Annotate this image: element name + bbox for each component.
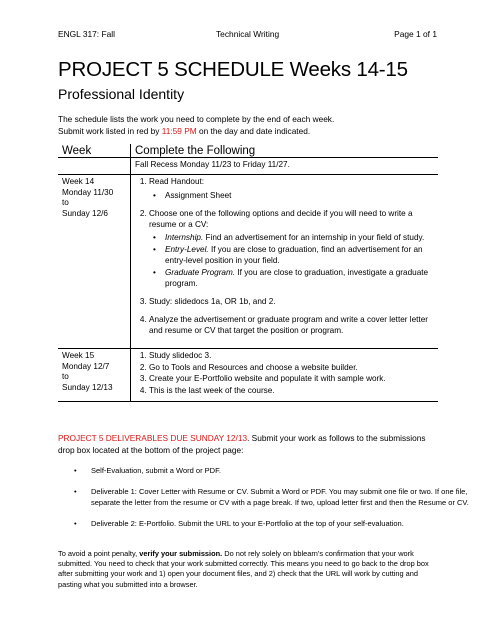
list-item: • Self-Evaluation, submit a Word or PDF. bbox=[91, 466, 476, 476]
deadline-time: 11:59 PM bbox=[161, 125, 197, 136]
week-15-tasks-cell bbox=[131, 349, 439, 402]
verification-pre: To avoid a point penalty, bbox=[58, 549, 140, 558]
verification-emphasis: verify your submission. bbox=[139, 549, 223, 558]
header-page-number: Page 1 of 1 bbox=[394, 29, 437, 39]
week-14-tasks-cell bbox=[131, 175, 439, 349]
options-list bbox=[149, 233, 434, 289]
week-14-label: Week 14 bbox=[62, 177, 95, 187]
week-15-to: to bbox=[62, 372, 69, 382]
week-15-end: Sunday 12/13 bbox=[62, 382, 113, 392]
schedule-table bbox=[58, 144, 438, 402]
page-subtitle: Professional Identity bbox=[58, 86, 185, 102]
week-15-start: Monday 12/7 bbox=[62, 361, 110, 371]
list-item: 3. Create your E-Portfolio website and populate it with sample work. bbox=[149, 374, 434, 384]
list-item: • Deliverable 1: Cover Letter with Resume or CV. Submit a Word or PDF. You may submit one file or two. If one file, separate the letter from the resume or CV with a page break. If two, upload letter first and then the Resume or CV. bbox=[91, 487, 476, 508]
intro-line-2-post: on the day and date indicated. bbox=[196, 125, 311, 136]
header-course: ENGL 317: Fall bbox=[58, 29, 115, 39]
table-row bbox=[58, 175, 438, 349]
deliverables-intro bbox=[58, 433, 443, 456]
deliverables-list bbox=[58, 466, 476, 541]
verification-post: Do not rely solely on bblearn's confirmation that your work submitted. You need to check that your work submitted correctly. This means you need to go back to the drop box after submitting your work and 1) open your document files, and 2) check that the URL will work by cutting and pasting what you submitted into a browser. bbox=[58, 549, 429, 589]
week-14-to: to bbox=[62, 198, 69, 208]
week-14-end: Sunday 12/6 bbox=[62, 208, 108, 218]
intro-line-2-pre: Submit work listed in red by bbox=[58, 125, 162, 136]
intro-text bbox=[58, 114, 448, 137]
list-item bbox=[165, 233, 434, 243]
column-header-tasks: Complete the Following bbox=[131, 144, 439, 158]
week-14-start: Monday 11/30 bbox=[62, 187, 114, 197]
week-15-task-list bbox=[135, 351, 434, 396]
list-item bbox=[149, 177, 434, 201]
sub-list bbox=[149, 191, 434, 201]
option-text: If you are close to graduation, investigate a graduate program. bbox=[165, 268, 429, 288]
column-header-week: Week bbox=[58, 144, 131, 158]
list-item: 4. Analyze the advertisement or graduate program and write a cover letter letter and resume or CV that target the position or program. bbox=[149, 315, 434, 336]
page-title: PROJECT 5 SCHEDULE Weeks 14-15 bbox=[58, 58, 408, 81]
list-item bbox=[165, 245, 434, 266]
table-row bbox=[58, 158, 438, 175]
deliverables-due: PROJECT 5 DELIVERABLES DUE SUNDAY 12/13 bbox=[58, 433, 248, 443]
option-text: Find an advertisement for an internship in your field of study. bbox=[203, 233, 425, 243]
list-item bbox=[149, 209, 434, 289]
list-item: 3. Study: slidedocs 1a, OR 1b, and 2. bbox=[149, 297, 434, 307]
intro-line-2 bbox=[58, 126, 448, 138]
week-15-cell bbox=[58, 349, 131, 402]
table-header-row bbox=[58, 144, 438, 158]
header-subject: Technical Writing bbox=[216, 29, 280, 39]
option-label: Graduate Program. bbox=[165, 268, 236, 278]
list-item: • Deliverable 2: E-Portfolio. Submit the URL to your E-Portfolio at the top of your self-evaluation. bbox=[91, 519, 476, 529]
list-item: • Assignment Sheet bbox=[165, 191, 434, 201]
recess-week-cell bbox=[58, 158, 131, 175]
list-item: 1. Study slidedoc 3. bbox=[149, 351, 434, 361]
list-item bbox=[165, 268, 434, 289]
task-text: Choose one of the following options and decide if you will need to write a resume or a CV: bbox=[149, 209, 413, 229]
week-14-task-list bbox=[135, 177, 434, 336]
intro-line-1: The schedule lists the work you need to complete by the end of each week. bbox=[58, 114, 335, 124]
deliverables-instructions: . Submit your work as follows to the submissions drop box located at the bottom of the project page: bbox=[58, 433, 426, 455]
task-text: Read Handout: bbox=[149, 177, 205, 187]
verification-note bbox=[58, 549, 443, 590]
week-14-cell bbox=[58, 175, 131, 349]
option-label: Internship. bbox=[165, 233, 204, 243]
option-text: If you are close to graduation, find an advertisement for an entry-level position in your field. bbox=[165, 245, 423, 265]
recess-note: Fall Recess Monday 11/23 to Friday 11/27. bbox=[131, 158, 439, 175]
table-row bbox=[58, 349, 438, 402]
option-label: Entry-Level. bbox=[165, 245, 209, 255]
list-item: 4. This is the last week of the course. bbox=[149, 386, 434, 396]
week-15-label: Week 15 bbox=[62, 351, 95, 361]
list-item: 2. Go to Tools and Resources and choose a website builder. bbox=[149, 363, 434, 373]
